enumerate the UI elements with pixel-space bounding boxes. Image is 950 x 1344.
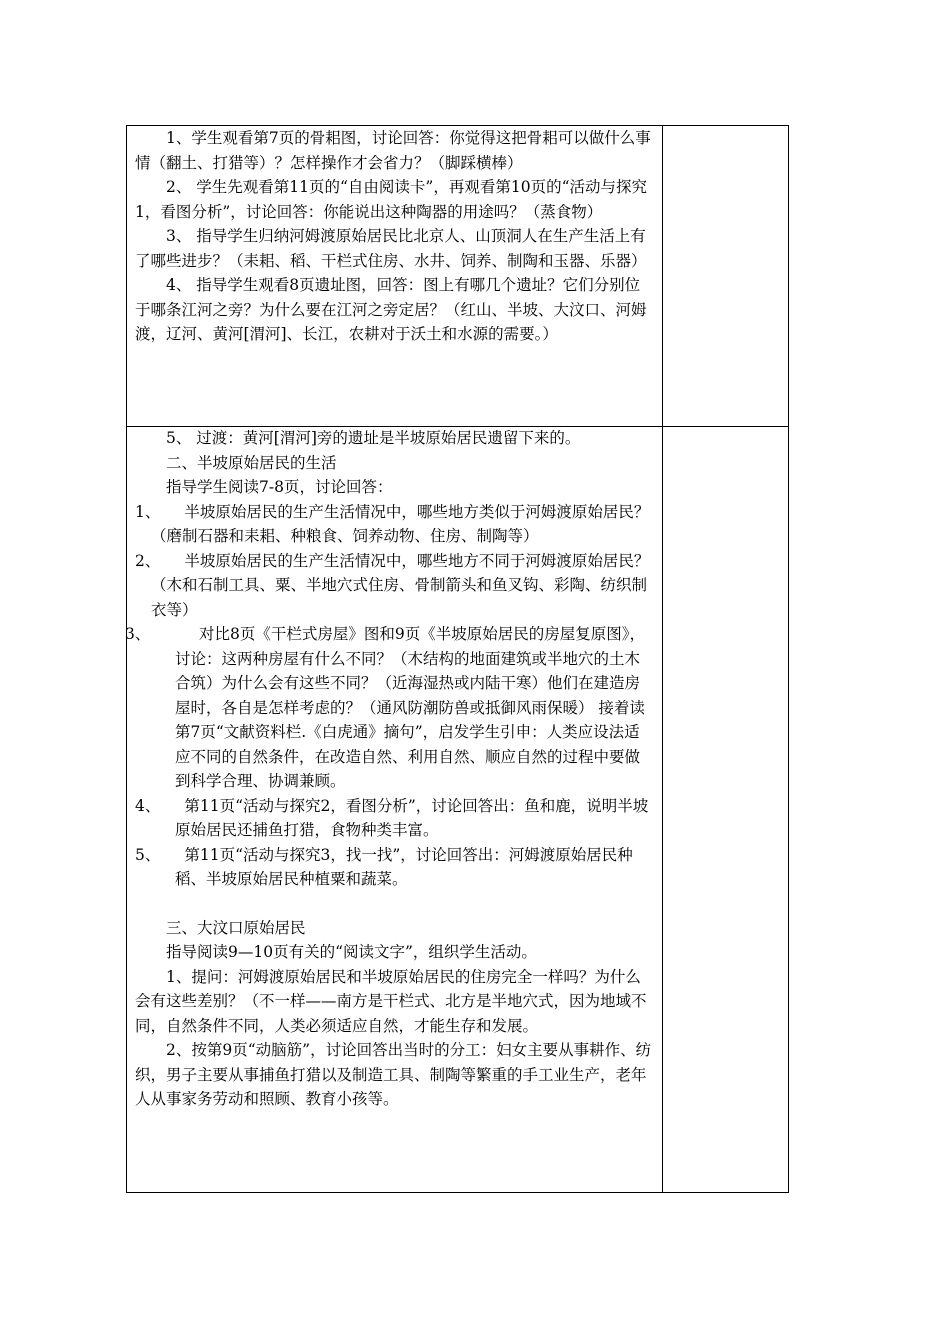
question-4 <box>135 794 655 843</box>
row2-content-cell <box>125 426 655 1112</box>
question-5-text: 第11页“活动与探究3，找一找”，讨论回答出：河姆渡原始居民种稻、半坡原始居民种植粟和蔬菜。 <box>175 845 633 888</box>
row1-item-1: 1、学生观看第7页的骨耜图，讨论回答：你觉得这把骨耜可以做什么事情（翻土、打猎等）？怎样操作才会省力？（脚踩横棒） <box>135 129 651 172</box>
question-4-number: 4、 <box>135 796 161 815</box>
question-1 <box>135 500 655 525</box>
row1-item-2: 2、 学生先观看第11页的“自由阅读卡”，再观看第10页的“活动与探究1，看图分析”，讨论回答：你能说出这种陶器的用途吗？（蒸食物） <box>135 178 648 221</box>
column-divider <box>662 126 663 1192</box>
row1-item-4: 4、 指导学生观看8页遗址图，回答：图上有哪几个遗址？它们分别位于哪条江河之旁？为什么要在江河之旁定居？（红山、半坡、大汶口、河姆渡，辽河、黄河[渭河]、长江，农耕对于沃土和水源的需要。） <box>135 276 647 343</box>
question-1-number: 1、 <box>135 502 161 521</box>
answer-2: （木和石制工具、粟、半地穴式住房、骨制箭头和鱼叉钩、彩陶、纺织制衣等） <box>151 576 648 619</box>
question-3-number: 3、 <box>125 625 151 643</box>
section3-item-2: 2、按第9页“动脑筋”，讨论回答出当时的分工：妇女主要从事耕作、纺织，男子主要从事捕鱼打猎以及制造工具、制陶等繁重的手工业生产，老年人从事家务劳动和照顾、教育小孩等。 <box>135 1041 652 1108</box>
question-2-text: 半坡原始居民的生产生活情况中，哪些地方不同于河姆渡原始居民？ <box>184 551 650 570</box>
row1-content-cell <box>135 126 655 347</box>
spacer <box>135 892 655 916</box>
question-1-text: 半坡原始居民的生产生活情况中，哪些地方类似于河姆渡原始居民？ <box>184 502 650 521</box>
lesson-table <box>126 125 789 1193</box>
question-4-text: 第11页“活动与探究2，看图分析”，讨论回答出：鱼和鹿，说明半坡原始居民还捕鱼打猎，食物种类丰富。 <box>175 796 649 839</box>
question-2 <box>135 549 655 574</box>
question-2-number: 2、 <box>135 551 161 570</box>
guide-text: 指导学生阅读7-8页，讨论回答： <box>166 478 393 496</box>
question-5 <box>135 843 655 892</box>
question-5-number: 5、 <box>135 845 161 864</box>
transition-text: 5、 过渡：黄河[渭河]旁的遗址是半坡原始居民遗留下来的。 <box>166 429 581 447</box>
question-3-text: 对比8页《干栏式房屋》图和9页《半坡原始居民的房屋复原图》，讨论：这两种房屋有什么不同？（木结构的地面建筑或半地穴的土木合筑）为什么会有这些不同？（近海湿热或内陆干寒）他们在建造房屋时，各自是怎样考虑的？（通风防潮防兽或抵御风雨保暖） 接着读第7页“文献资料栏.《白虎通》摘句”，启发学生引申：人类应设法适应不同的自然条件，在改造自然、利用自然、顺应自然的过程中要做到科学合理、协调兼顾。 <box>175 625 645 790</box>
answer-1: （磨制石器和耒耜、种粮食、饲养动物、住房、制陶等） <box>151 527 539 545</box>
section3-item-1: 1、提问：河姆渡原始居民和半坡原始居民的住房完全一样吗？为什么会有这些差别？（不一样——南方是干栏式、北方是半地穴式，因为地域不同，自然条件不同，人类必须适应自然，才能生存和发展。 <box>135 967 647 1035</box>
section2-title: 二、半坡原始居民的生活 <box>166 453 337 472</box>
row1-item-3: 3、 指导学生归纳河姆渡原始居民比北京人、山顶洞人在生产生活上有了哪些进步？（耒耜、稻、干栏式住房、水井、饲养、制陶和玉器、乐器） <box>135 227 647 270</box>
question-3 <box>125 622 655 794</box>
section3-guide: 指导阅读9—10页有关的“阅读文字”，组织学生活动。 <box>166 943 537 961</box>
section3-title: 三、大汶口原始居民 <box>166 918 306 937</box>
